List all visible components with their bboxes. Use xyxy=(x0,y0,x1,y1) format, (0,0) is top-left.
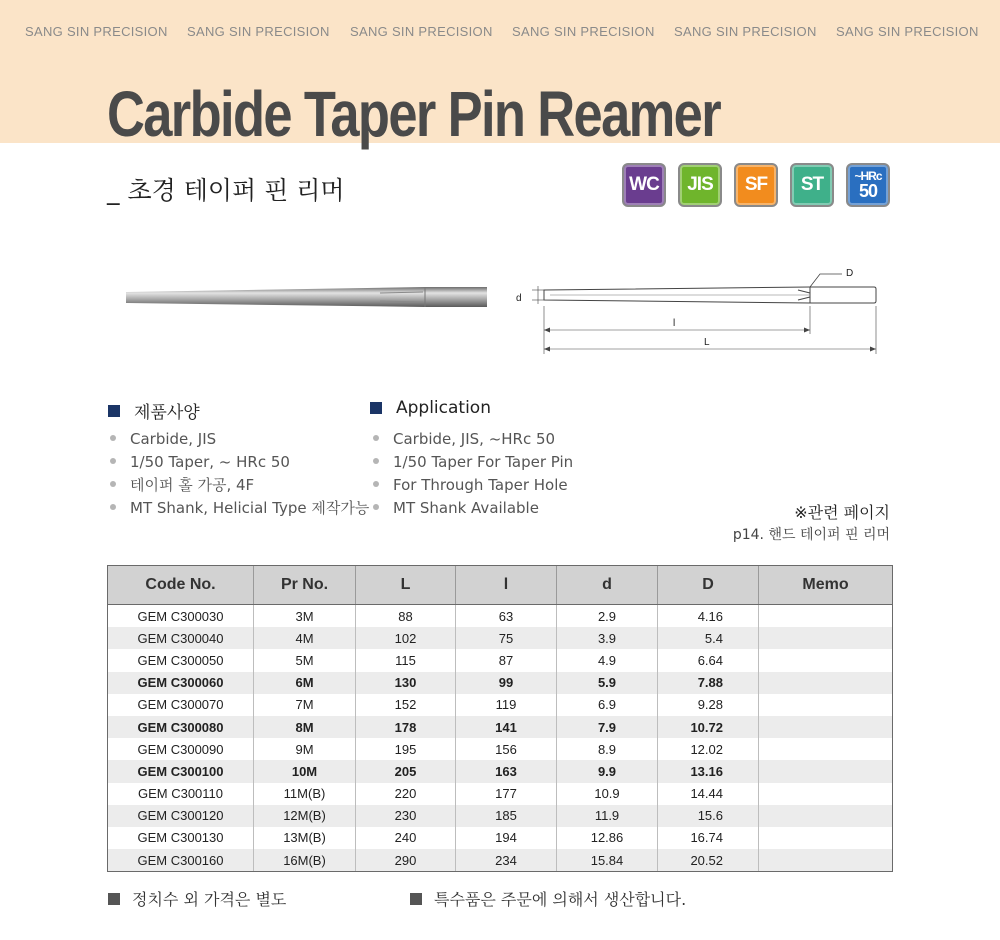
column-header: Memo xyxy=(759,566,893,605)
table-cell-D: 10.72 xyxy=(658,716,759,738)
bullet-icon xyxy=(110,481,116,487)
spec-heading xyxy=(108,398,200,423)
application-heading-text: Application xyxy=(396,398,491,418)
brand-text: SANG SIN PRECISION xyxy=(512,24,655,39)
table-cell-L: 220 xyxy=(356,783,456,805)
table-cell-pr: 11M(B) xyxy=(254,783,356,805)
table-cell-d: 15.84 xyxy=(557,849,658,872)
table-row xyxy=(108,627,893,649)
column-header: l xyxy=(456,566,557,605)
table-cell-code: GEM C300030 xyxy=(108,605,254,628)
list-item xyxy=(373,497,573,520)
sf-badge-icon: SF xyxy=(734,163,778,207)
table-cell-code: GEM C300120 xyxy=(108,805,254,827)
dimension-d-label: d xyxy=(516,293,522,304)
table-row xyxy=(108,849,893,872)
table-cell-D: 12.02 xyxy=(658,738,759,760)
table-cell-D: 5.4 xyxy=(658,627,759,649)
table-cell-d: 3.9 xyxy=(557,627,658,649)
table-cell-l: 75 xyxy=(456,627,557,649)
table-cell-l: 63 xyxy=(456,605,557,628)
list-item-text: 테이퍼 홀 가공, 4F xyxy=(130,476,255,494)
table-cell-l: 156 xyxy=(456,738,557,760)
footnote-square-icon xyxy=(108,893,120,905)
table-cell-l: 119 xyxy=(456,694,557,716)
table-cell-l: 194 xyxy=(456,827,557,849)
table-cell-pr: 7M xyxy=(254,694,356,716)
table-cell-D: 9.28 xyxy=(658,694,759,716)
list-item xyxy=(110,451,369,474)
table-cell-l: 234 xyxy=(456,849,557,872)
table-cell-l: 99 xyxy=(456,672,557,694)
table-cell-memo xyxy=(759,783,893,805)
table-cell-memo xyxy=(759,849,893,872)
table-cell-pr: 9M xyxy=(254,738,356,760)
brand-text: SANG SIN PRECISION xyxy=(187,24,330,39)
application-heading xyxy=(370,398,491,418)
bullet-icon xyxy=(110,435,116,441)
table-cell-pr: 10M xyxy=(254,760,356,782)
table-cell-D: 15.6 xyxy=(658,805,759,827)
column-header: Code No. xyxy=(108,566,254,605)
table-cell-pr: 6M xyxy=(254,672,356,694)
list-item xyxy=(110,474,369,497)
table-cell-memo xyxy=(759,716,893,738)
bullet-icon xyxy=(110,504,116,510)
list-item xyxy=(110,497,369,520)
related-page-title: ※관련 페이지 xyxy=(794,503,890,522)
table-cell-d: 11.9 xyxy=(557,805,658,827)
table-cell-L: 195 xyxy=(356,738,456,760)
brand-text: SANG SIN PRECISION xyxy=(25,24,168,39)
hrc-value: 50 xyxy=(858,181,878,201)
bullet-icon xyxy=(110,458,116,464)
table-cell-pr: 8M xyxy=(254,716,356,738)
bullet-icon xyxy=(373,458,379,464)
table-cell-code: GEM C300080 xyxy=(108,716,254,738)
table-row xyxy=(108,760,893,782)
table-cell-L: 205 xyxy=(356,760,456,782)
table-cell-memo xyxy=(759,738,893,760)
table-cell-code: GEM C300040 xyxy=(108,627,254,649)
st-badge-icon: ST xyxy=(790,163,834,207)
footnote-text: 특수품은 주문에 의해서 생산합니다. xyxy=(434,890,687,909)
dimension-l-label: l xyxy=(673,318,676,329)
table-cell-d: 9.9 xyxy=(557,760,658,782)
table-row xyxy=(108,783,893,805)
table-cell-l: 87 xyxy=(456,649,557,671)
table-cell-memo xyxy=(759,649,893,671)
brand-text: SANG SIN PRECISION xyxy=(836,24,979,39)
table-cell-L: 230 xyxy=(356,805,456,827)
table-cell-pr: 4M xyxy=(254,627,356,649)
table-cell-l: 141 xyxy=(456,716,557,738)
footnote-square-icon xyxy=(410,893,422,905)
table-cell-code: GEM C300160 xyxy=(108,849,254,872)
bullet-icon xyxy=(373,481,379,487)
table-row xyxy=(108,694,893,716)
table-cell-code: GEM C300110 xyxy=(108,783,254,805)
column-header: L xyxy=(356,566,456,605)
table-row xyxy=(108,827,893,849)
table-body xyxy=(108,605,893,872)
footnote xyxy=(410,887,686,910)
table-cell-code: GEM C300100 xyxy=(108,760,254,782)
table-cell-L: 152 xyxy=(356,694,456,716)
related-page-link[interactable]: p14. 핸드 테이퍼 핀 리머 xyxy=(732,527,890,543)
table-cell-code: GEM C300090 xyxy=(108,738,254,760)
table-row xyxy=(108,716,893,738)
table-cell-memo xyxy=(759,760,893,782)
table-cell-L: 240 xyxy=(356,827,456,849)
table-cell-pr: 5M xyxy=(254,649,356,671)
list-item xyxy=(373,474,573,497)
table-cell-D: 6.64 xyxy=(658,649,759,671)
brand-row xyxy=(0,24,1000,42)
list-item-text: Carbide, JIS xyxy=(130,430,217,448)
table-cell-l: 185 xyxy=(456,805,557,827)
list-item xyxy=(373,428,573,451)
table-cell-L: 130 xyxy=(356,672,456,694)
table-header-row xyxy=(108,566,893,605)
table-cell-pr: 16M(B) xyxy=(254,849,356,872)
table-cell-L: 290 xyxy=(356,849,456,872)
table-cell-d: 2.9 xyxy=(557,605,658,628)
table-cell-d: 6.9 xyxy=(557,694,658,716)
table-cell-D: 20.52 xyxy=(658,849,759,872)
brand-text: SANG SIN PRECISION xyxy=(350,24,493,39)
table-cell-pr: 12M(B) xyxy=(254,805,356,827)
spec-list xyxy=(110,428,369,520)
column-header: D xyxy=(658,566,759,605)
list-item-text: 1/50 Taper For Taper Pin xyxy=(393,453,574,471)
bullet-icon xyxy=(373,504,379,510)
table-cell-memo xyxy=(759,827,893,849)
table-cell-l: 163 xyxy=(456,760,557,782)
section-square-icon xyxy=(108,405,120,417)
table-cell-memo xyxy=(759,805,893,827)
bullet-icon xyxy=(373,435,379,441)
list-item-text: MT Shank Available xyxy=(393,499,539,517)
table-cell-D: 4.16 xyxy=(658,605,759,628)
footnote-text: 정치수 외 가격은 별도 xyxy=(132,890,287,909)
table-cell-code: GEM C300070 xyxy=(108,694,254,716)
table-cell-pr: 13M(B) xyxy=(254,827,356,849)
list-item xyxy=(373,451,573,474)
table-row xyxy=(108,672,893,694)
table-cell-d: 8.9 xyxy=(557,738,658,760)
column-header: d xyxy=(557,566,658,605)
table-cell-memo xyxy=(759,694,893,716)
table-cell-D: 7.88 xyxy=(658,672,759,694)
table-row xyxy=(108,805,893,827)
page-title: Carbide Taper Pin Reamer xyxy=(107,78,720,150)
brand-text: SANG SIN PRECISION xyxy=(674,24,817,39)
table-cell-l: 177 xyxy=(456,783,557,805)
spec-table xyxy=(107,565,893,872)
table-cell-pr: 3M xyxy=(254,605,356,628)
table-cell-D: 14.44 xyxy=(658,783,759,805)
table-cell-code: GEM C300130 xyxy=(108,827,254,849)
hrc-label: ~HRc xyxy=(854,169,882,183)
list-item-text: Carbide, JIS, ~HRc 50 xyxy=(393,430,556,448)
table-cell-d: 12.86 xyxy=(557,827,658,849)
wc-material-badge-icon: WC xyxy=(622,163,666,207)
table-cell-d: 5.9 xyxy=(557,672,658,694)
list-item-text: For Through Taper Hole xyxy=(393,476,568,494)
table-cell-code: GEM C300060 xyxy=(108,672,254,694)
page-subtitle: _ 초경 테이퍼 핀 리머 xyxy=(107,176,345,205)
table-cell-L: 178 xyxy=(356,716,456,738)
table-cell-d: 7.9 xyxy=(557,716,658,738)
table-row xyxy=(108,605,893,628)
table-cell-D: 13.16 xyxy=(658,760,759,782)
jis-standard-badge-icon: JIS xyxy=(678,163,722,207)
hrc-hardness-badge-icon xyxy=(846,163,890,207)
table-cell-memo xyxy=(759,605,893,628)
reamer-dimension-drawing xyxy=(510,262,890,357)
list-item-text: 1/50 Taper, ~ HRc 50 xyxy=(130,453,290,471)
table-cell-code: GEM C300050 xyxy=(108,649,254,671)
list-item-text: MT Shank, Helicial Type 제작가능 xyxy=(130,499,370,517)
table-row xyxy=(108,738,893,760)
dimension-L-label: L xyxy=(704,337,710,348)
table-cell-memo xyxy=(759,672,893,694)
table-cell-d: 4.9 xyxy=(557,649,658,671)
table-row xyxy=(108,649,893,671)
application-list xyxy=(373,428,573,520)
table-cell-L: 115 xyxy=(356,649,456,671)
footnote xyxy=(108,887,286,910)
table-cell-memo xyxy=(759,627,893,649)
table-cell-L: 88 xyxy=(356,605,456,628)
table-cell-D: 16.74 xyxy=(658,827,759,849)
reamer-product-photo xyxy=(125,285,490,311)
table-cell-L: 102 xyxy=(356,627,456,649)
section-square-icon xyxy=(370,402,382,414)
spec-heading-text: 제품사양 xyxy=(134,403,200,423)
table-cell-d: 10.9 xyxy=(557,783,658,805)
dimension-D-label: D xyxy=(846,268,854,279)
column-header: Pr No. xyxy=(254,566,356,605)
list-item xyxy=(110,428,369,451)
